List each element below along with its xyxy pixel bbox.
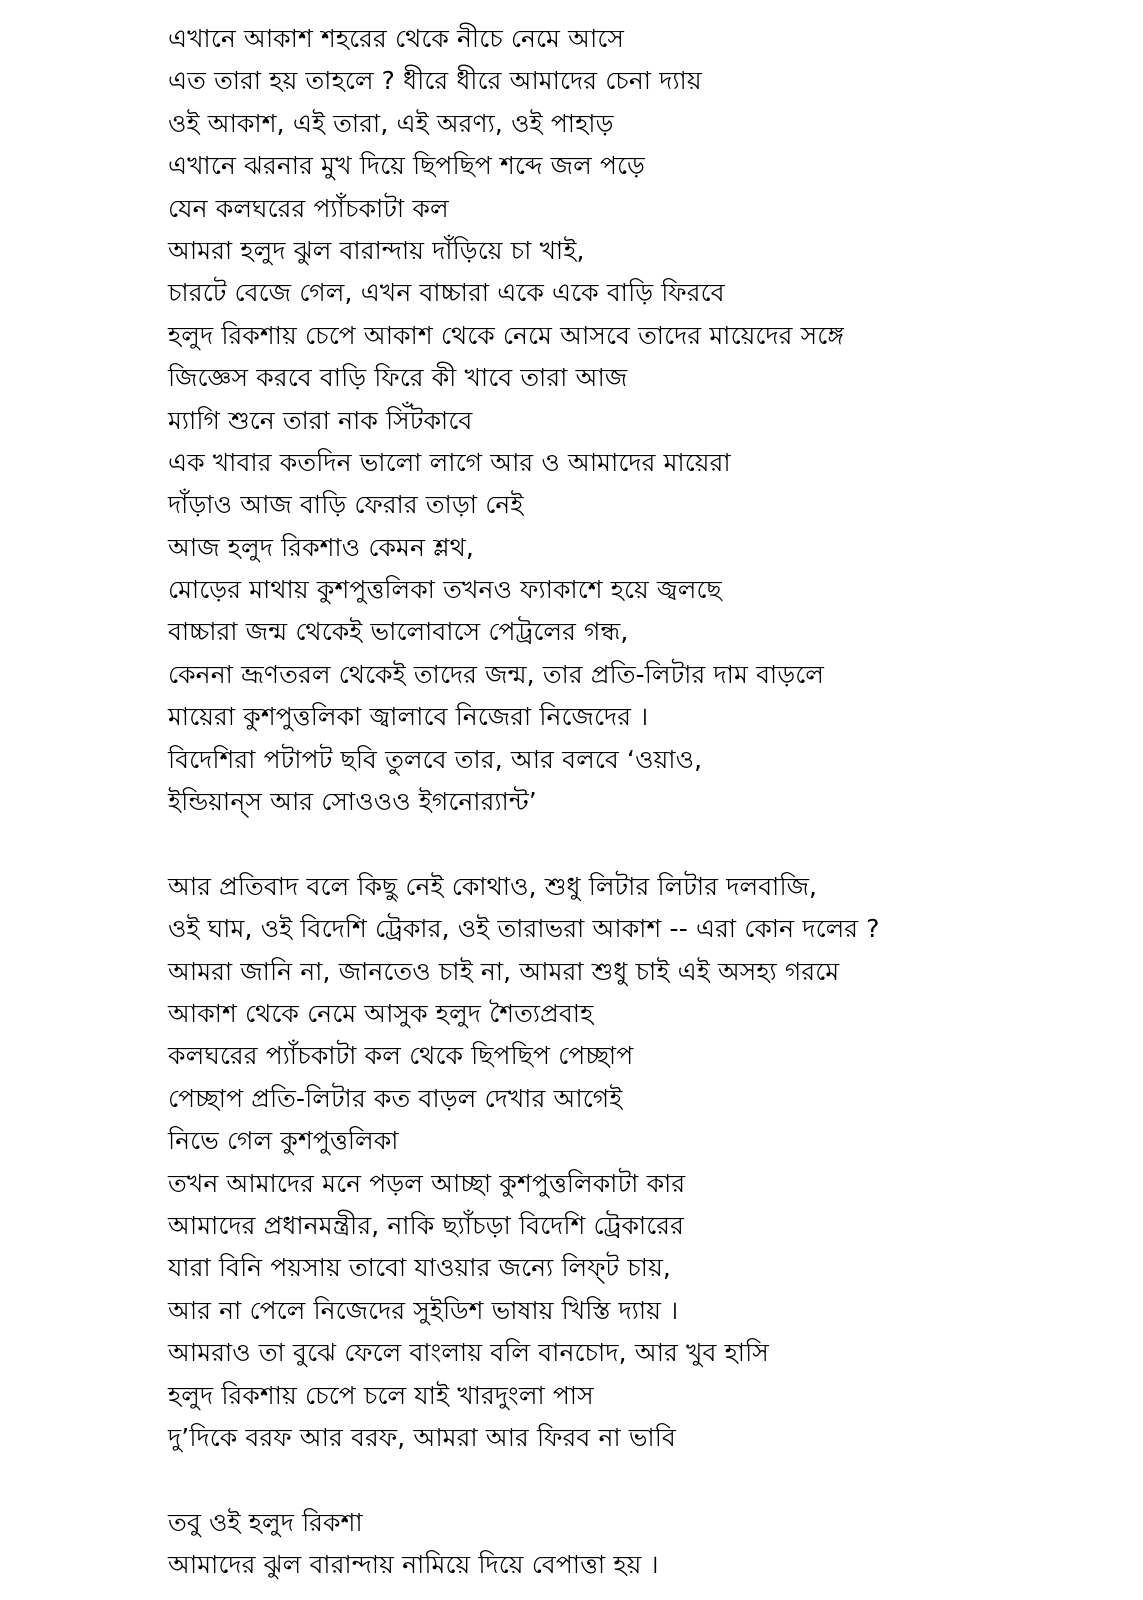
poem-line: বাচ্চারা জন্ম থেকেই ভালোবাসে পেট্রলের গন্ধ, (168, 617, 629, 647)
poem-line: এক খাবার কতদিন ভালো লাগে আর ও আমাদের মায়েরা (168, 447, 731, 477)
poem-line: যেন কলঘরের প্যাঁচকাটা কল (168, 193, 449, 223)
poem-line: দাঁড়াও আজ বাড়ি ফেরার তাড়া নেই (168, 490, 524, 520)
poem-line: মোড়ের মাথায় কুশপুত্তলিকা তখনও ফ্যাকাশে হয়ে জ্বলছে (168, 575, 722, 605)
poem-line: আজ হলুদ রিকশাও কেমন শ্লথ, (168, 532, 475, 562)
poem-line: জিজ্ঞেস করবে বাড়ি ফিরে কী খাবে তারা আজ (168, 363, 628, 393)
poem-line: চারটে বেজে গেল, এখন বাচ্চারা একে একে বাড়ি ফিরবে (168, 278, 725, 308)
poem-line: এখানে আকাশ শহরের থেকে নীচে নেমে আসে (168, 24, 624, 53)
poem-line: আমরা হলুদ ঝুল বারান্দায় দাঁড়িয়ে চা খাই, (168, 235, 585, 265)
poem-line: যারা বিনি পয়সায় তাবো যাওয়ার জন্যে লিফ্‌ট চায়, (168, 1253, 672, 1283)
poem-line: পেচ্ছাপ প্রতি-লিটার কত বাড়ল দেখার আগেই (168, 1083, 623, 1113)
poem-line: আমাদের প্রধানমন্ত্রীর, নাকি ছ্যাঁচড়া বিদেশি ট্রেকারের (168, 1210, 685, 1240)
poem-line: তবু ওই হলুদ রিকশা (168, 1507, 363, 1537)
poem-line: আর প্রতিবাদ বলে কিছু নেই কোথাও, শুধু লিটার লিটার দলবাজি, (168, 871, 818, 901)
poem-line: তখন আমাদের মনে পড়ল আচ্ছা কুশপুত্তলিকাটা কার (168, 1168, 686, 1198)
poem-line: আমরাও তা বুঝে ফেলে বাংলায় বলি বানচোদ, আর খুব হাসি (168, 1338, 769, 1368)
poem-line: ওই ঘাম, ওই বিদেশি ট্রেকার, ওই তারাভরা আকাশ -- এরা কোন দলের ? (168, 914, 880, 944)
poem-line: ইন্ডিয়ান্‌স আর সোওওও ইগনোর‍্যান্ট’ (168, 787, 537, 817)
stanza-1 (168, 18, 1128, 823)
poem-line: আমরা জানি না, জানতেও চাই না, আমরা শুধু চাই এই অসহ্য গরমে (168, 956, 840, 986)
poem-line: কেননা ভ্রূণতরল থেকেই তাদের জন্ম, তার প্রতি-লিটার দাম বাড়লে (168, 659, 824, 689)
stanza-2 (168, 866, 1128, 1459)
stanza-3 (168, 1502, 1128, 1587)
poem-line: ওই আকাশ, এই তারা, এই অরণ্য, ওই পাহাড় (168, 108, 614, 138)
poem-line: বিদেশিরা পটাপট ছবি তুলবে তার, আর বলবে ‘ওয়াও, (168, 744, 703, 774)
poem-line: আর না পেলে নিজেদের সুইডিশ ভাষায় খিস্তি দ্যায় । (168, 1295, 679, 1325)
poem-body (168, 18, 1128, 1586)
poem-line: এত তারা হয় তাহলে ? ধীরে ধীরে আমাদের চেনা দ্যায় (168, 66, 702, 96)
poem-line: কলঘরের প্যাঁচকাটা কল থেকে ছিপছিপ পেচ্ছাপ (168, 1041, 634, 1071)
poem-line: হলুদ রিকশায় চেপে চলে যাই খারদুংলা পাস (168, 1380, 594, 1410)
poem-line: আকাশ থেকে নেমে আসুক হলুদ শৈত্যপ্রবাহ (168, 998, 594, 1028)
poem-line: দু’দিকে বরফ আর বরফ, আমরা আর ফিরব না ভাবি (168, 1422, 676, 1452)
poem-line: হলুদ রিকশায় চেপে আকাশ থেকে নেমে আসবে তাদের মায়েদের সঙ্গে (168, 320, 844, 350)
poem-line: নিভে গেল কুশপুত্তলিকা (168, 1126, 399, 1156)
poem-line: আমাদের ঝুল বারান্দায় নামিয়ে দিয়ে বেপাত্তা হয় । (168, 1550, 659, 1580)
poem-line: ম্যাগি শুনে তারা নাক সিঁটকাবে (168, 405, 473, 435)
poem-line: এখানে ঝরনার মুখ দিয়ে ছিপছিপ শব্দে জল পড়ে (168, 151, 645, 181)
poem-line: মায়েরা কুশপুত্তলিকা জ্বালাবে নিজেরা নিজেদের । (168, 702, 649, 732)
